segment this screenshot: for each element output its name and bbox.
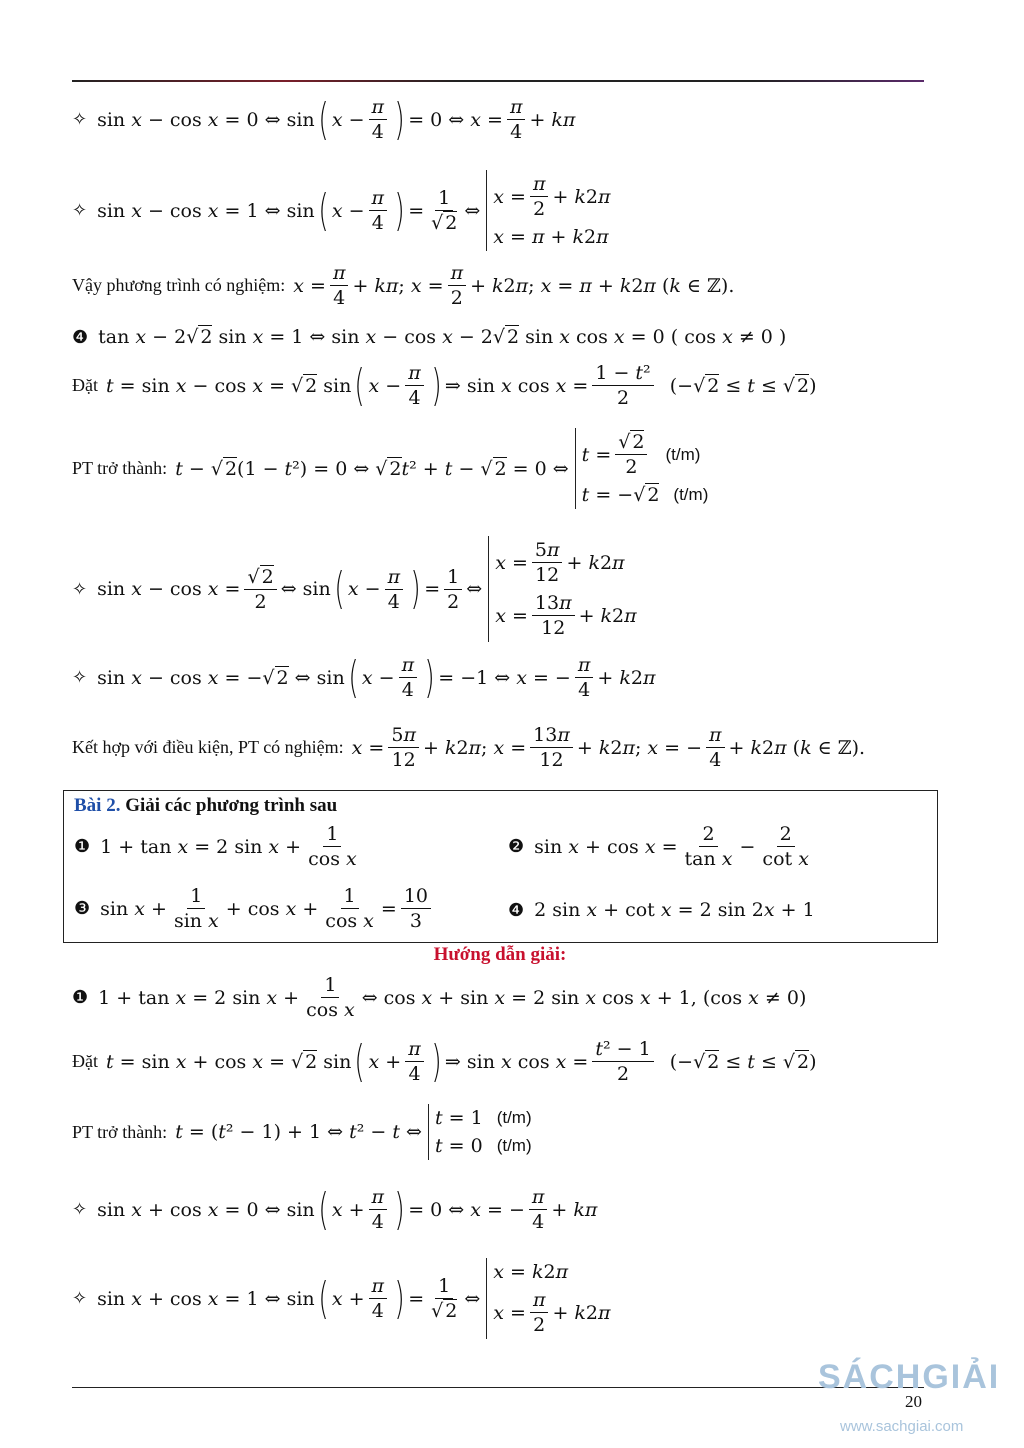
number-3-icon: ❸ bbox=[74, 898, 91, 919]
sol-line-5: ✧ sin x + cos x = 1 ⇔ sin ( x + $\frac{\pi}{4}$ ) = $\frac{1}{√ 2}$ ⇔ x = k2π x = $\frac{\pi}{2}$ + k2π bbox=[72, 1258, 611, 1339]
exercise-1: ❶ 1 + tan x = 2 sin x + $\frac{1}{\text{cos x}}$ bbox=[74, 823, 357, 870]
page-number: 20 bbox=[905, 1392, 922, 1411]
number-1-icon: ❶ bbox=[74, 836, 91, 857]
eq-line-3: Vậy phương trình có nghiệm: x = $\frac{\pi}{4}$ + kπ; x = $\frac{\pi}{2}$ + k2π; x = π + k2π (k ∈ ℤ). bbox=[72, 262, 735, 309]
eq-line-9: Kết hợp với điều kiện, PT có nghiệm: x = $\frac{5\pi}{12}$ + k2π; x = $\frac{13\pi}{12}$ + k2π; x = − $\frac{\pi}{4}$ + k2π (k ∈ ℤ). bbox=[72, 724, 866, 771]
diamond-icon: ✧ bbox=[72, 578, 88, 600]
eq-line-6: PT trở thành: t − √ 2(1 − t²) = 0 ⇔ √ 2t² + t − √ 2 = 0 ⇔ t = $\frac{√ 2}{2}$ (t/m) t = −√ 2 (t/m) bbox=[72, 428, 708, 509]
eq-line-7: ✧ sin x − cos x = $\frac{√ 2}{2}$ ⇔ sin ( x − $\frac{\pi}{4}$ ) = $\frac{1}{2}$ ⇔ x = $\frac{5\pi}{12}$ + k2π x = $\frac{13\pi}{12}$ + k2π bbox=[72, 536, 637, 642]
exercise-2: ❷ sin x + cos x = $\frac{2}{\text{tan x}}$ − $\frac{2}{\text{cot x}}$ bbox=[508, 823, 809, 870]
sol-line-4: ✧ sin x + cos x = 0 ⇔ sin ( x + $\frac{\pi}{4}$ ) = 0 ⇔ x = − $\frac{\pi}{4}$ + kπ bbox=[72, 1183, 598, 1235]
diamond-icon: ✧ bbox=[72, 109, 88, 130]
number-4-icon: ❹ bbox=[508, 899, 525, 921]
eq-line-4: ❹ tan x − 2√ 2 sin x = 1 ⇔ sin x − cos x − 2√ 2 sin x cos x = 0 ( cos x ≠ 0 ) bbox=[72, 326, 787, 348]
solution-heading: Hướng dẫn giải: bbox=[433, 944, 567, 965]
exercise-3: ❸ sin x + $\frac{1}{\text{sin x}}$ + cos x + $\frac{1}{\text{cos x}}$ = $\frac{10}{3}$ bbox=[74, 885, 435, 932]
exercise-title: Bài 2. Giải các phương trình sau bbox=[74, 795, 338, 816]
top-rule bbox=[72, 80, 924, 82]
number-4-icon: ❹ bbox=[72, 326, 89, 348]
diamond-icon: ✧ bbox=[72, 1199, 88, 1220]
eq-line-1: ✧ sin x − cos x = 0 ⇔ sin ( x − $\frac{\pi}{4}$ ) = 0 ⇔ x = $\frac{\pi}{4}$ + kπ bbox=[72, 93, 576, 145]
eq-line-2: ✧ sin x − cos x = 1 ⇔ sin ( x − $\frac{\pi}{4}$ ) = $\frac{1}{√ 2}$ ⇔ x = $\frac{\pi}{2}$ + k2π x = π + k2π bbox=[72, 170, 611, 251]
number-2-icon: ❷ bbox=[508, 836, 525, 857]
bottom-rule bbox=[72, 1387, 924, 1388]
watermark-brand: SÁCHGIẢI bbox=[818, 1358, 1001, 1396]
exercise-4: ❹ 2 sin x + cot x = 2 sin 2x + 1 bbox=[508, 899, 815, 921]
sol-line-2: Đặt t = sin x + cos x = √ 2 sin ( x + $\frac{\pi}{4}$ ) ⇒ sin x cos x = $\frac{\text{t² − 1}}{2}$ (−√ 2 ≤ t ≤ √ 2) bbox=[72, 1035, 817, 1087]
exercise-box bbox=[63, 790, 938, 943]
watermark-url: www.sachgiai.com bbox=[840, 1418, 964, 1435]
diamond-icon: ✧ bbox=[72, 667, 88, 688]
eq-line-8: ✧ sin x − cos x = −√ 2 ⇔ sin ( x − $\frac{\pi}{4}$ ) = −1 ⇔ x = − $\frac{\pi}{4}$ + k2π bbox=[72, 651, 656, 703]
sol-line-1: ❶ 1 + tan x = 2 sin x + $\frac{1}{\text{cos x}}$ ⇔ cos x + sin x = 2 sin x cos x + 1, (cos x ≠ 0) bbox=[72, 974, 807, 1021]
number-1-icon: ❶ bbox=[72, 987, 89, 1008]
sol-line-3: PT trở thành: t = (t² − 1) + 1 ⇔ t² − t ⇔ t = 1 (t/m) t = 0 (t/m) bbox=[72, 1104, 532, 1160]
eq-line-5: Đặt t = sin x − cos x = √ 2 sin ( x − $\frac{\pi}{4}$ ) ⇒ sin x cos x = $\frac{\text{1 − t²}}{2}$ (−√ 2 ≤ t ≤ √ 2) bbox=[72, 359, 817, 411]
diamond-icon: ✧ bbox=[72, 1288, 88, 1309]
diamond-icon: ✧ bbox=[72, 200, 88, 221]
watermark-logo bbox=[818, 1358, 1018, 1438]
